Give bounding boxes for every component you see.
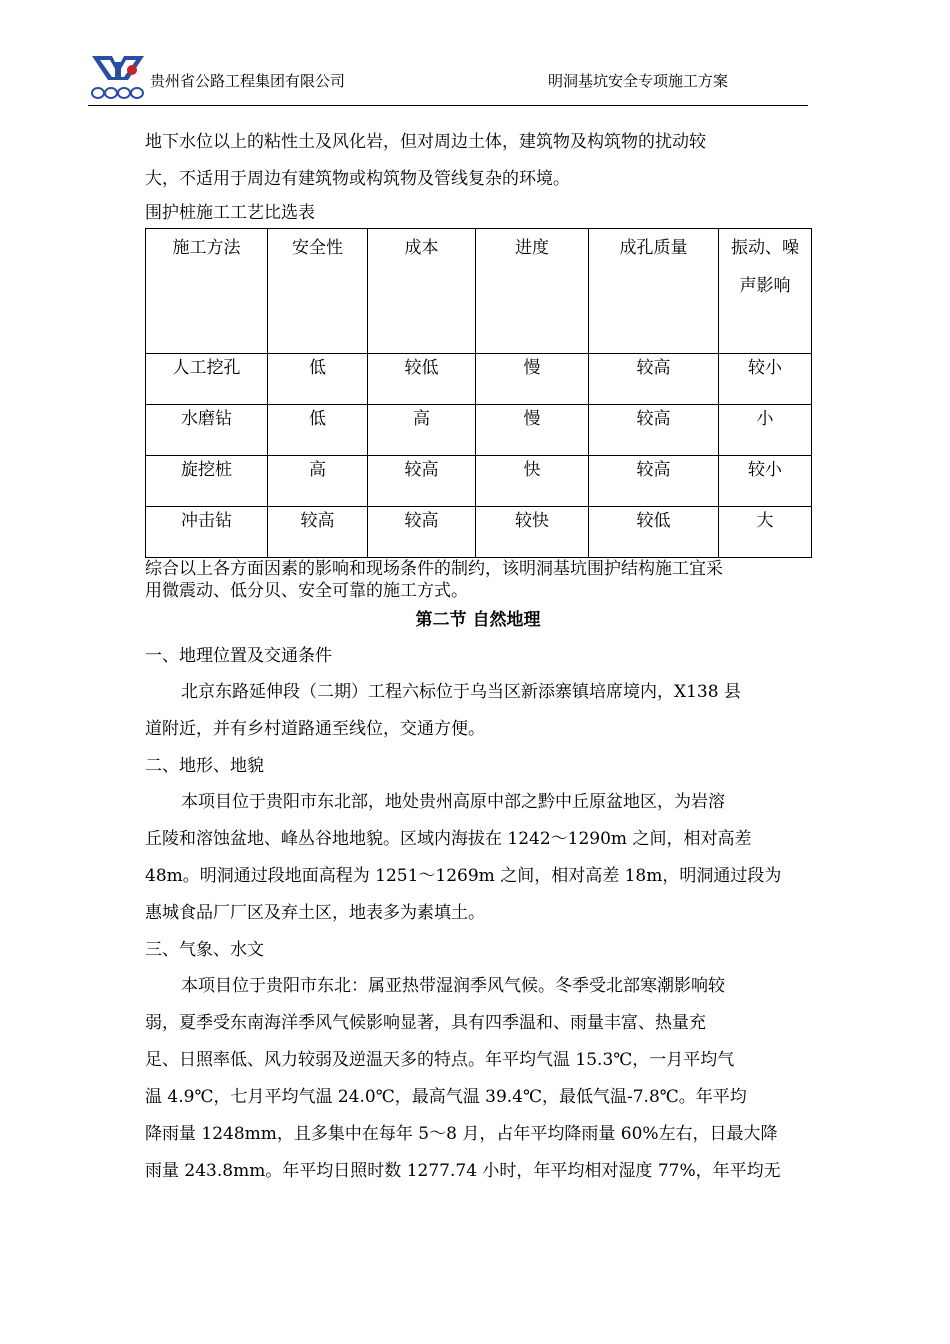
table-cell: 快	[476, 456, 589, 507]
paragraph-line: 降雨量 1248mm，且多集中在每年 5～8 月，占年平均降雨量 60%左右，日最大降	[145, 1124, 778, 1144]
table-header-cell: 成本	[368, 229, 476, 354]
table-row	[146, 456, 812, 507]
table-cell: 较小	[719, 354, 812, 405]
paragraph-line: 温 4.9℃，七月平均气温 24.0℃，最高气温 39.4℃，最低气温-7.8℃。年平均	[145, 1087, 747, 1107]
table-cell: 慢	[476, 354, 589, 405]
table-row	[146, 405, 812, 456]
table-cell: 人工挖孔	[146, 354, 268, 405]
table-row	[146, 507, 812, 558]
table-header-cell: 安全性	[268, 229, 368, 354]
table-cell: 较高	[368, 507, 476, 558]
table-header-row	[146, 229, 812, 354]
company-name: 贵州省公路工程集团有限公司	[150, 72, 346, 90]
subsection-heading: 三、气象、水文	[145, 940, 264, 960]
paragraph-line: 北京东路延伸段（二期）工程六标位于乌当区新添寨镇培席境内，X138 县	[181, 682, 741, 702]
table-cell: 慢	[476, 405, 589, 456]
table-cell: 旋挖桩	[146, 456, 268, 507]
conclusion-line-2: 用微震动、低分贝、安全可靠的施工方式。	[145, 581, 468, 601]
subsection-heading: 一、地理位置及交通条件	[145, 646, 332, 666]
table-cell: 冲击钻	[146, 507, 268, 558]
page-content	[145, 124, 811, 1190]
paragraph-line: 本项目位于贵阳市东北：属亚热带湿润季风气候。冬季受北部寒潮影响较	[181, 976, 725, 996]
subsection-heading: 二、地形、地貌	[145, 756, 264, 776]
table-cell: 较高	[589, 405, 719, 456]
table-cell: 高	[268, 456, 368, 507]
comparison-table	[145, 228, 812, 558]
table-cell: 高	[368, 405, 476, 456]
table-cell: 较高	[589, 354, 719, 405]
table-cell: 低	[268, 354, 368, 405]
table-row	[146, 354, 812, 405]
paragraph-line: 本项目位于贵阳市东北部，地处贵州高原中部之黔中丘原盆地区，为岩溶	[181, 792, 725, 812]
table-cell: 较小	[719, 456, 812, 507]
section-title: 第二节 自然地理	[415, 610, 541, 630]
table-cell: 较高	[368, 456, 476, 507]
paragraph-line: 雨量 243.8mm。年平均日照时数 1277.74 小时，年平均相对湿度 77%，年平均无	[145, 1161, 781, 1181]
paragraph-line: 惠城食品厂厂区及弃土区，地表多为素填土。	[145, 903, 485, 923]
table-cell: 低	[268, 405, 368, 456]
table-cell: 水磨钻	[146, 405, 268, 456]
paragraph-line: 道附近，并有乡村道路通至线位，交通方便。	[145, 719, 485, 739]
table-cell: 较快	[476, 507, 589, 558]
table-header-cell: 进度	[476, 229, 589, 354]
intro-line-1: 地下水位以上的粘性土及风化岩，但对周边土体，建筑物及构筑物的扰动较	[145, 132, 706, 152]
table-header-cell: 振动、噪声影响	[719, 229, 812, 354]
table-cell: 较低	[589, 507, 719, 558]
paragraph-line: 足、日照率低、风力较弱及逆温天多的特点。年平均气温 15.3℃，一月平均气	[145, 1050, 735, 1070]
table-cell: 较高	[268, 507, 368, 558]
document-title: 明洞基坑安全专项施工方案	[548, 72, 729, 90]
paragraph-line: 丘陵和溶蚀盆地、峰丛谷地地貌。区域内海拔在 1242～1290m 之间，相对高差	[145, 829, 752, 849]
intro-line-2: 大，不适用于周边有建筑物或构筑物及管线复杂的环境。	[145, 169, 570, 189]
conclusion-line-1: 综合以上各方面因素的影响和现场条件的制约，该明洞基坑围护结构施工宜采	[145, 559, 723, 579]
page-header	[88, 50, 808, 106]
table-cell: 较高	[589, 456, 719, 507]
table-cell: 小	[719, 405, 812, 456]
company-logo	[88, 50, 148, 104]
paragraph-line: 48m。明洞通过段地面高程为 1251～1269m 之间，相对高差 18m，明洞通过段为	[145, 866, 782, 886]
table-cell: 较低	[368, 354, 476, 405]
table-cell: 大	[719, 507, 812, 558]
table-caption: 围护桩施工工艺比选表	[145, 203, 315, 223]
header-divider	[88, 105, 808, 106]
paragraph-line: 弱，夏季受东南海洋季风气候影响显著，具有四季温和、雨量丰富、热量充	[145, 1013, 706, 1033]
table-header-cell: 成孔质量	[589, 229, 719, 354]
table-header-cell: 施工方法	[146, 229, 268, 354]
